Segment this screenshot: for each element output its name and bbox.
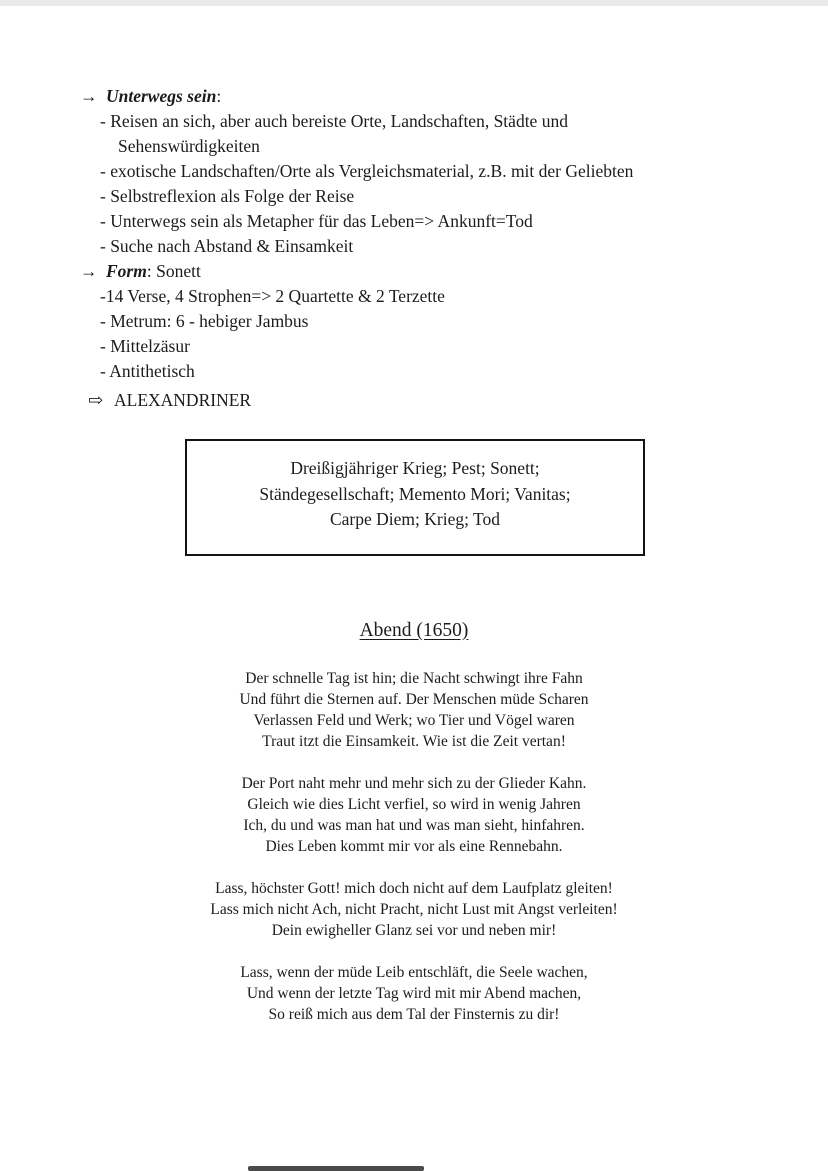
poem [0,620,828,1025]
section-heading: Form [106,261,147,281]
section-heading: Unterwegs sein [106,86,217,106]
note-item: - Unterwegs sein als Metapher für das Leben=> Ankunft=Tod [100,211,533,231]
poem-line: Lass mich nicht Ach, nicht Pracht, nicht Lust mit Angst verleiten! [210,900,618,918]
poem-line: Verlassen Feld und Werk; wo Tier und Vögel waren [253,711,575,729]
poem-line: Lass, höchster Gott! mich doch nicht auf dem Laufplatz gleiten! [215,879,613,897]
poem-stanza [0,962,828,1025]
poem-title-text: Abend (1650) [359,619,469,641]
conclusion-line [80,388,700,413]
poem-stanza [0,668,828,752]
poem-line: Gleich wie dies Licht verfiel, so wird in wenig Jahren [247,795,581,813]
right-arrow-icon: → [80,261,98,281]
note-item: - Suche nach Abstand & Einsamkeit [100,236,354,256]
conclusion-text: ALEXANDRINER [114,390,252,410]
section-heading-suffix: : [216,86,222,106]
poem-stanza [0,773,828,857]
poem-line: Traut itzt die Einsamkeit. Wie ist die Zeit vertan! [262,732,566,750]
poem-line: Der schnelle Tag ist hin; die Nacht schwingt ihre Fahn [245,669,583,687]
note-item: - exotische Landschaften/Orte als Vergleichsmaterial, z.B. mit der Geliebten [100,161,634,181]
section-title-form [80,259,700,284]
note-item: - Mittelzäsur [100,336,190,356]
keywords-box [185,439,645,556]
right-arrow-icon: → [80,86,98,106]
keywords-line: Dreißigjähriger Krieg; Pest; Sonett; [290,458,540,478]
poem-line: Lass, wenn der müde Leib entschläft, die Seele wachen, [240,963,588,981]
note-list [80,284,660,384]
poem-line: Der Port naht mehr und mehr sich zu der Glieder Kahn. [241,774,587,792]
note-item: -14 Verse, 4 Strophen=> 2 Quartette & 2 Terzette [100,286,445,306]
keywords-line: Carpe Diem; Krieg; Tod [329,509,500,529]
note-item: - Selbstreflexion als Folge der Reise [100,186,355,206]
next-page-edge [248,1166,424,1171]
poem-line: Dein ewigheller Glanz sei vor und neben mir! [271,921,557,939]
poem-title [0,620,828,642]
poem-line: So reiß mich aus dem Tal der Finsternis zu dir! [268,1005,560,1023]
section-title-unterwegs-sein [80,84,700,109]
note-item: - Antithetisch [100,361,195,381]
poem-line: Dies Leben kommt mir vor als eine Rennebahn. [265,837,563,855]
note-item: - Metrum: 6 - hebiger Jambus [100,311,309,331]
poem-stanza [0,878,828,941]
note-list [80,109,660,259]
keywords-line: Ständegesellschaft; Memento Mori; Vanitas; [259,483,571,504]
page-edge-top [0,0,828,6]
notes-section [0,0,700,413]
section-heading-suffix: : Sonett [146,261,201,281]
poem-line: Ich, du und was man hat und was man sieht, hinfahren. [243,816,585,834]
poem-line: Und wenn der letzte Tag wird mit mir Abend machen, [246,984,582,1002]
double-right-arrow-icon: ⇨ [88,390,104,410]
note-item: - Reisen an sich, aber auch bereiste Orte, Landschaften, Städte und Sehenswürdigkeiten [100,111,568,156]
poem-line: Und führt die Sternen auf. Der Menschen müde Scharen [239,690,589,708]
